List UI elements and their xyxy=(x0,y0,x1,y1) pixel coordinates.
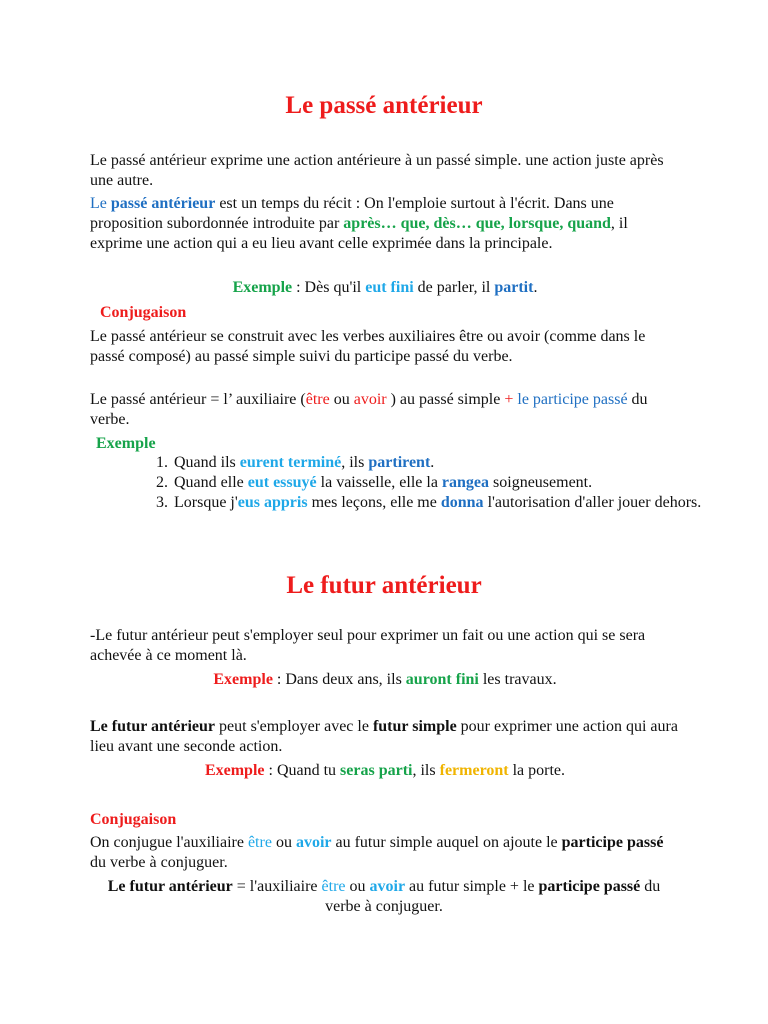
text-span: : Dans deux ans, ils xyxy=(272,671,406,688)
text-span: ou xyxy=(345,878,370,895)
text-span: avoir xyxy=(295,834,332,851)
text-span: avoir xyxy=(369,878,406,895)
section-heading: Conjugaison xyxy=(100,304,187,321)
term: futur simple xyxy=(372,718,457,735)
verb: fermeront xyxy=(439,762,509,779)
text-span: est un temps du récit : On l'emploie surtout à l'écrit. Dans une proposition subordonnée introduite par xyxy=(90,195,614,232)
formula-line xyxy=(96,877,672,917)
text-span: l'autorisation d'aller jouer dehors. xyxy=(483,494,702,511)
text-span: être xyxy=(305,391,330,408)
term: participe passé xyxy=(538,878,641,895)
text-span: au futur simple + le xyxy=(405,878,539,895)
section-heading: Conjugaison xyxy=(90,811,177,828)
example-label: Exemple xyxy=(204,762,265,779)
text-span: : Dès qu'il xyxy=(292,279,366,296)
verb: eurent terminé xyxy=(239,454,342,471)
text-span: ) au passé simple xyxy=(386,391,505,408)
term: Le futur antérieur xyxy=(107,878,233,895)
example-line xyxy=(90,278,680,298)
text-span: peut s'employer avec le xyxy=(215,718,373,735)
list-item xyxy=(172,493,732,513)
text-span: ou xyxy=(329,391,354,408)
text-span: , ils xyxy=(341,454,369,471)
text-span: , ils xyxy=(412,762,440,779)
text-span: Quand ils xyxy=(174,454,240,471)
text-span: du verbe à conjuguer. xyxy=(90,854,228,871)
example-list xyxy=(130,453,732,513)
text-span: Lorsque j' xyxy=(174,494,238,511)
page-title: Le passé antérieur xyxy=(285,92,483,119)
verb: partit xyxy=(494,279,534,296)
paragraph xyxy=(90,390,680,430)
text-span: soigneusement. xyxy=(489,474,593,491)
verb: eus appris xyxy=(237,494,308,511)
text-span: + xyxy=(504,391,514,408)
text-span: , il exprime une action qui a eu lieu avant celle exprimée dans la principale. xyxy=(90,215,628,252)
text-span: de parler, il xyxy=(413,279,495,296)
term: participe passé xyxy=(561,834,664,851)
text-span: les travaux. xyxy=(478,671,557,688)
term: après… que, dès… que, lorsque, quand xyxy=(343,215,611,232)
verb: donna xyxy=(440,494,484,511)
paragraph: Le passé antérieur exprime une action antérieure à un passé simple. une action juste après une autre. xyxy=(90,152,664,189)
verb: partirent xyxy=(368,454,431,471)
verb: rangea xyxy=(441,474,490,491)
text-span: Le passé antérieur = l’ auxiliaire ( xyxy=(90,391,306,408)
text-span: au futur simple auquel on ajoute le xyxy=(331,834,562,851)
section-title: Le futur antérieur xyxy=(286,572,482,599)
term: Le futur antérieur xyxy=(90,718,216,735)
text-span: : Quand tu xyxy=(264,762,341,779)
paragraph xyxy=(90,833,680,873)
example-label: Exemple xyxy=(213,671,273,688)
example-line xyxy=(90,670,680,690)
text-span: mes leçons, elle me xyxy=(307,494,441,511)
paragraph: -Le futur antérieur peut s'employer seul pour exprimer un fait ou une action qui se sera achevée à ce moment là. xyxy=(90,627,646,664)
text-span: être xyxy=(247,834,272,851)
text-span: = l'auxiliaire xyxy=(232,878,322,895)
term: passé antérieur xyxy=(110,195,216,212)
text-span: ou xyxy=(271,834,296,851)
text-span: la vaisselle, elle la xyxy=(316,474,442,491)
text-span: pour exprimer une action qui aura lieu avant une seconde action. xyxy=(90,718,678,755)
verb: eut fini xyxy=(365,279,414,296)
text-span: On conjugue l'auxiliaire xyxy=(90,834,248,851)
text-span: . xyxy=(533,279,538,296)
example-label: Exemple xyxy=(232,279,293,296)
text-span: Quand elle xyxy=(174,474,248,491)
text-span: Le xyxy=(90,195,111,212)
list-item xyxy=(172,453,732,473)
text-span: . xyxy=(430,454,435,471)
verb: seras parti xyxy=(340,762,413,779)
text-span: être xyxy=(321,878,346,895)
paragraph xyxy=(90,717,680,757)
list-item xyxy=(172,473,732,493)
text-span: avoir xyxy=(353,391,387,408)
example-line xyxy=(90,761,680,781)
paragraph xyxy=(90,194,680,254)
text-span: la porte. xyxy=(508,762,566,779)
paragraph: Le passé antérieur se construit avec les verbes auxiliaires être ou avoir (comme dans le passé composé) au passé simple suivi du participe passé du verbe. xyxy=(90,328,646,365)
verb: eut essuyé xyxy=(247,474,317,491)
text-span: du verbe. xyxy=(90,391,648,428)
section-heading: Exemple xyxy=(96,435,156,452)
text-span: du verbe à conjuguer. xyxy=(325,878,661,915)
text-span: le participe passé xyxy=(513,391,628,408)
verb: auront fini xyxy=(405,671,479,688)
